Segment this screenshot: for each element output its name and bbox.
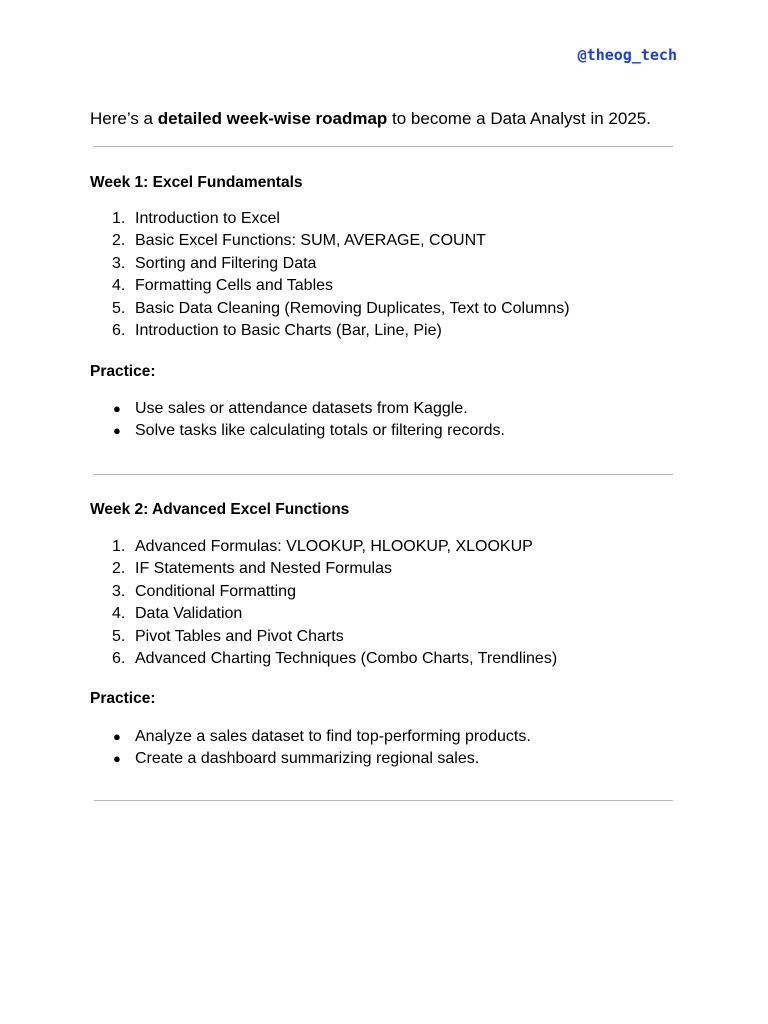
list-item: 5. Basic Data Cleaning (Removing Duplicates, Text to Columns) <box>112 299 570 317</box>
week-2-practice-heading: Practice: <box>90 690 156 707</box>
bullet-icon: ● <box>113 423 121 439</box>
divider <box>94 800 673 801</box>
list-item: 3. Conditional Formatting <box>112 582 296 600</box>
intro-suffix: to become a Data Analyst in 2025. <box>387 109 651 128</box>
list-item: ● Use sales or attendance datasets from Kaggle. <box>90 398 505 420</box>
list-item: 3. Sorting and Filtering Data <box>112 254 317 272</box>
list-item: 5. Pivot Tables and Pivot Charts <box>112 627 344 645</box>
list-item: 6. Advanced Charting Techniques (Combo Charts, Trendlines) <box>112 649 558 667</box>
divider <box>94 474 673 475</box>
week-2-practice-list <box>90 726 531 771</box>
list-item: ● Solve tasks like calculating totals or filtering records. <box>90 420 505 442</box>
list-item: ● Analyze a sales dataset to find top-performing products. <box>90 726 531 748</box>
list-item: 4. Formatting Cells and Tables <box>112 277 334 295</box>
week-1-practice-list <box>90 398 505 443</box>
week-1-practice-heading: Practice: <box>90 363 156 380</box>
week-1-topic-list <box>90 208 570 342</box>
list-item: 4. Data Validation <box>112 605 243 623</box>
week-2-topic-list <box>90 536 557 670</box>
list-item: 2. Basic Excel Functions: SUM, AVERAGE, COUNT <box>112 232 486 250</box>
author-handle: @theog_tech <box>577 46 677 64</box>
intro-bold: detailed week-wise roadmap <box>157 109 388 128</box>
list-item: 1. Advanced Formulas: VLOOKUP, HLOOKUP, XLOOKUP <box>112 538 533 555</box>
intro-prefix: Here’s a <box>90 109 158 128</box>
week-2-heading: Week 2: Advanced Excel Functions <box>90 501 350 518</box>
bullet-icon: ● <box>113 751 121 767</box>
bullet-icon: ● <box>113 401 121 416</box>
bullet-icon: ● <box>113 729 121 744</box>
list-item: ● Create a dashboard summarizing regional sales. <box>90 748 531 770</box>
intro-paragraph <box>90 108 651 130</box>
list-item: 6. Introduction to Basic Charts (Bar, Line, Pie) <box>112 321 442 339</box>
list-item: 1. Introduction to Excel <box>112 210 280 227</box>
week-1-heading: Week 1: Excel Fundamentals <box>90 174 303 191</box>
divider <box>94 146 673 147</box>
list-item: 2. IF Statements and Nested Formulas <box>112 560 392 578</box>
